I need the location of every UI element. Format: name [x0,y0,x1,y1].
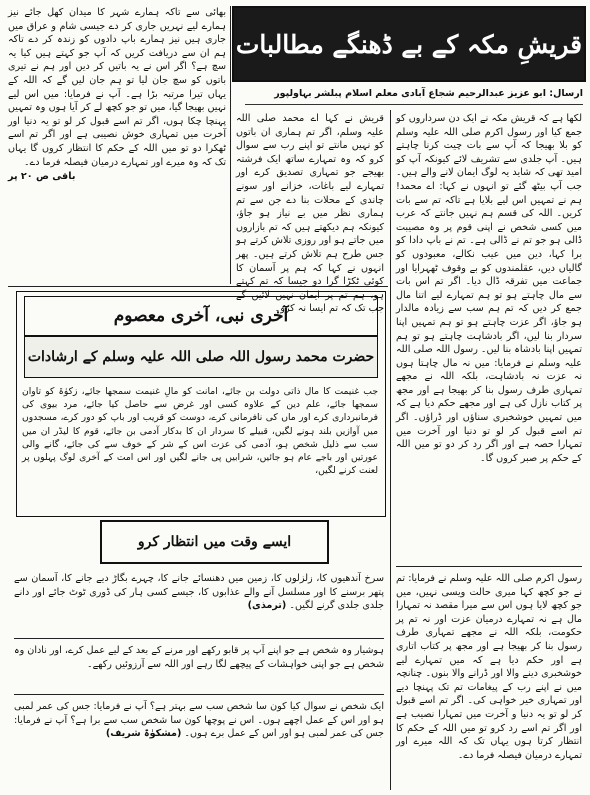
after-banner-text: سرخ آندھیوں کا، زلزلوں کا، زمین میں دھنسائے جانے کا، چہرے بگاڑ دیے جانے کا، آسمان سے پتھر برسنے کا اور مسلسل آنے والے عذابوں کا، جیسے کسی ہار کی ڈوری ٹوٹ جائے اور دانے جلدی جلدی گرنے لگیں۔ [14,573,384,612]
after-banner-ref: (ترمذی) [247,600,287,612]
wait-banner: ایسے وقت میں انتظار کرو [100,520,329,564]
right-text: لکھا ہے کہ قریش مکہ نے ایک دن سرداروں کو جمع کیا اور رسول اکرم صلی اللہ علیہ وسلم کو بلا بھیجا کہ آپ سے بات چیت کرنا چاہتے ہیں۔ آپ جلدی سے تشریف لائے کیونکہ آپ کو امید تھی کہ شاید یہ لوگ ایمان لانے والے ہیں۔ جب آپ بیٹھ گئے تو انہوں نے کہا: اے محمد! ہم نے تمہیں اس لیے بلایا ہے تاکہ تم سے بات کریں۔ اللہ کی قسم ہم نہیں جانتے کہ عرب میں کسی شخص نے اپنی قوم پر وہ مصیبت ڈالی ہو جو تم نے ڈالی ہے۔ تم نے باپ دادا کو برا کہا، دین میں عیب نکالے، معبودوں کو گالیاں دیں، عقلمندوں کو بے وقوف ٹھہرایا اور جماعت میں تفرقہ ڈال دیا۔ اگر تم اس بات سے مال چاہتے ہو تو ہم تمہارے لیے اتنا مال جمع کر دیں کہ تم ہم سب سے زیادہ مالدار ہو جاؤ، اگر عزت چاہتے ہو تو ہم تمہیں اپنا سردار بنا لیں، اگر بادشاہت چاہتے ہو تو ہم تمہیں اپنا بادشاہ بنا لیں۔ رسول اللہ صلی اللہ علیہ وسلم نے فرمایا: میں نہ مال چاہتا ہوں نہ عزت نہ بادشاہت، بلکہ اللہ نے مجھے تمہاری طرف رسول بنا کر بھیجا ہے اور مجھ پر کتاب نازل کی ہے اور مجھے حکم دیا ہے کہ میں تمہیں خوشخبری سناؤں اور ڈراؤں۔ اگر تم اسے قبول کر لو تو دنیا اور آخرت میں تمہارا حصہ ہے اور اگر رد کر دو تو میں اللہ کے حکم پر صبر کروں گا۔ [396,113,582,464]
top-left-text: بھائی سے تاکہ ہمارے شہر کا میدان کھل جائے نیز ہمارے لیے نہریں جاری کر دے جیسی شام و عراق میں جاری ہیں نیز ہمارے باپ دادوں کو زندہ کر دے تاکہ ہم ان سے دریافت کریں کہ آپ جو کہتے ہیں کیا یہ سچ ہے؟ اگر اس نے یہ باتیں کر دیں اور ہم نے تیری باتوں کو سچ جان لیا تو ہم جان لیں گے کہ اللہ کے یہاں تیرا مرتبہ بڑا ہے۔ آپ نے فرمایا: میں اس لیے نہیں بھیجا گیا، میں تو جو کچھ لے کر آیا ہوں وہ تمہیں پہنچا چکا ہوں، اگر تم اسے قبول کر لو تو یہ دنیا اور آخرت میں تمہاری خوش نصیبی ہے اور اگر تم اسے ٹھکرا دو تو میں اللہ کے حکم کا انتظار کروں گا یہاں تک کہ وہ میرے اور تمہارے درمیان فیصلہ فرما دے۔ [8,7,226,168]
para3-text: ایک شخص نے سوال کیا کون سا شخص سب سے بہتر ہے؟ آپ نے فرمایا: جس کی عمر لمبی ہو اور اس کے عمل اچھے ہوں۔ اس نے پوچھا کون سا شخص سب سے برا ہے؟ آپ نے فرمایا: جس کی عمر لمبی ہو اور اس کے عمل برے ہوں۔ [14,701,384,740]
column-rule-right [390,110,391,790]
hadith-heading: آخری نبی، آخری معصوم [24,296,378,336]
right-column-divider [396,566,582,567]
after-banner-section [14,572,384,634]
article-title: قریشِ مکہ کے بے ڈھنگے مطالبات [235,29,583,59]
para3-ref: (مشکوٰۃ شریف) [105,728,182,740]
hadith-subheading: حضرت محمد رسول اللہ صلی اللہ علیہ وسلم کے ارشادات [24,336,378,378]
middle-text: قریش نے کہا اے محمد صلی اللہ علیہ وسلم، اگر تم ہماری ان باتوں کو نہیں مانتے تو اپنے رب سے سوال کرو کہ وہ تمہارے ساتھ ایک فرشتہ بھیجے جو تمہاری تصدیق کرے اور تمہارے لیے باغات، خزانے اور سونے چاندی کے محلات بنا دے جن سے تم ہماری نظر میں بے نیاز ہو جاؤ، کیونکہ ہم دیکھتے ہیں کہ تم بازاروں میں جاتے ہو اور روزی تلاش کرتے ہو جس طرح ہم تلاش کرتے ہیں۔ پھر انہوں نے کہا کہ ہم پر آسمان کا کوئی ٹکڑا گرا دو جیسا کہ تم کہتے ہو، ہم تم پر ایمان نہیں لائیں گے جب تک کہ تم ایسا نہ کرو۔ [236,113,384,315]
para2-section [14,644,384,688]
middle-column [236,112,384,315]
column-rule-top [230,6,231,284]
para2-divider [14,638,384,639]
para3-section [14,700,384,786]
article-byline: ارسال: ابو عزیز عبدالرحیم شجاع آبادی معلم اسلام پبلشر بہاولپور [245,88,583,105]
para2-text: ہوشیار وہ شخص ہے جو اپنے آپ پر قابو رکھے اور مرنے کے بعد کے لیے عمل کرے، اور نادان وہ شخص ہے جو اپنی خواہشات کے پیچھے لگا رہے اور اللہ سے آرزوئیں رکھے۔ [13,645,384,670]
hadith-body [22,385,378,503]
bottom-right-text: رسول اکرم صلی اللہ علیہ وسلم نے فرمایا: تم نے جو کچھ کہا میری حالت ویسی نہیں، میں جو کچھ لایا ہوں اس سے میرا مقصد نہ تمہارا مال ہے نہ تمہارے درمیان عزت اور نہ تم پر حکومت، بلکہ اللہ نے مجھے تمہاری طرف رسول بنا کر بھیجا ہے اور مجھ پر کتاب اتاری ہے اور حکم دیا ہے کہ میں تمہارے لیے خوشخبری دینے والا اور ڈرانے والا بنوں۔ چنانچہ میں نے اپنے رب کے پیغامات تم تک پہنچا دیے اور تمہاری خیر خواہی کی۔ اگر تم اسے قبول کر لو تو یہ دنیا و آخرت میں تمہارا نصیب ہے اور اگر تم اسے رد کرو تو میں اللہ کے حکم کا انتظار کرتا ہوں یہاں تک کہ اللہ میرے اور تمہارے درمیان فیصلہ فرما دے۔ [396,573,582,761]
article-title-box [232,6,586,82]
continued-note: باقی ص ۲۰ پر [8,171,76,183]
bottom-right-column [396,572,582,788]
para3-divider [14,694,384,695]
section-divider [8,286,388,287]
top-left-column [8,6,226,278]
hadith-body-text: جب غنیمت کا مال ذاتی دولت بن جائے، امانت کو مالِ غنیمت سمجھا جائے، زکوٰۃ کو تاوان سمجھا جائے، علم دین کے علاوہ کسی اور غرض سے حاصل کیا جائے، مرد بیوی کی فرمانبرداری کرے اور ماں کی نافرمانی کرے، دوست کو قریب اور باپ کو دور کرے، مسجدوں میں آوازیں بلند ہونے لگیں، قبیلے کا سردار ان کا بدکار آدمی بن جائے، قوم کا لیڈر ان میں سب سے ذلیل شخص ہو، آدمی کی عزت اس کے شر کے خوف سے کی جائے، گانے والی عورتیں اور باجے عام ہو جائیں، شرابیں پی جانے لگیں اور اس امت کے آخری لوگ پہلوں پر لعنت کرنے لگیں، [22,386,378,477]
right-column [396,112,582,562]
